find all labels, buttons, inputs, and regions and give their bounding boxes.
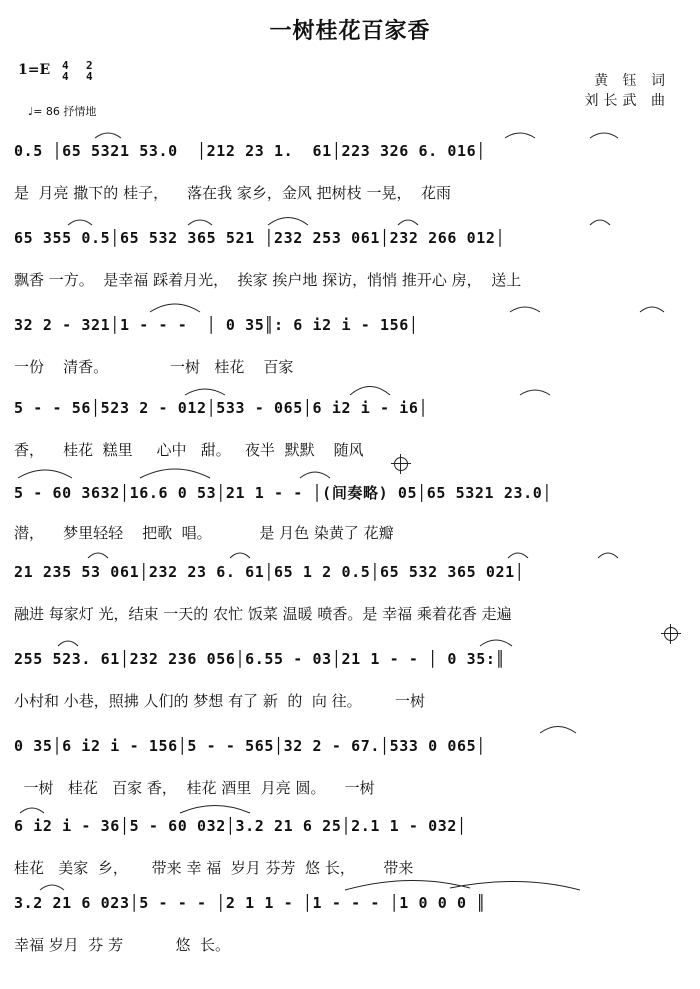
notation-line: 65 355 0.5│65 532 365 521 │232 253 061│232 266 012│ bbox=[14, 229, 506, 247]
slur bbox=[68, 220, 92, 225]
lyrics-line: 是 月亮 撒下的 桂子， 落在我 家乡，金风 把树枝 一晃， 花雨 bbox=[14, 184, 451, 202]
slur bbox=[140, 469, 210, 478]
lyrics-line: 潜， 梦里轻轻 把歌 唱。 是 月色 染黄了 花瓣 bbox=[14, 524, 394, 542]
composer-credit: 刘长武 曲 bbox=[584, 93, 670, 109]
slur bbox=[508, 553, 528, 558]
notation-line: 5 - 60 3632│16.6 0 53│21 1 - - │(间奏略) 05│65 5321 23.0│ bbox=[14, 484, 552, 502]
time-b-numerator: 2 bbox=[86, 59, 93, 72]
slur bbox=[520, 390, 550, 395]
notation-line: 21 235 53 061│232 23 6. 61│65 1 2 0.5│65 532 365 021│ bbox=[14, 563, 525, 581]
slur bbox=[18, 470, 72, 478]
slur bbox=[188, 220, 212, 225]
slur bbox=[300, 472, 330, 478]
lyrics-line: 飘香 一方。 是幸福 踩着月光， 挨家 挨户地 探访，悄悄 推开心 房， 送上 bbox=[14, 271, 522, 289]
slur bbox=[150, 304, 200, 312]
slur bbox=[540, 727, 576, 734]
slur bbox=[640, 307, 664, 312]
notation-line: 0.5 │65 5321 53.0 │212 23 1. 61│223 326 6. 016│ bbox=[14, 142, 486, 160]
time-a-denominator: 4 bbox=[62, 70, 69, 83]
slur bbox=[88, 553, 108, 558]
slur bbox=[480, 640, 512, 646]
lyrics-line: 一树 桂花 百家 香， 桂花 酒里 月亮 圆。 一树 bbox=[14, 779, 375, 797]
notation-line: 6 i2 i - 36│5 - 60 032│3.2 21 6 25│2.1 1 - 032│ bbox=[14, 817, 467, 835]
notation-line: 255 523. 61│232 236 056│6.55 - 03│21 1 - - │ 0 35:║ bbox=[14, 650, 506, 668]
lyrics-line: 小村和 小巷，照拂 人们的 梦想 有了 新 的 向 往。 一树 bbox=[14, 692, 426, 710]
tempo-marking: ♩= 86 抒情地 bbox=[28, 105, 97, 118]
lyrics-line: 幸福 岁月 芬 芳 悠 长。 bbox=[14, 936, 231, 954]
song-title: 一树桂花百家香 bbox=[269, 19, 431, 44]
slur bbox=[350, 387, 390, 396]
slur bbox=[268, 218, 308, 226]
slur bbox=[590, 133, 618, 138]
slur bbox=[510, 307, 540, 312]
key-signature: 1=E bbox=[18, 62, 51, 78]
lyrics-line: 一份 清香。 一树 桂花 百家 bbox=[14, 358, 294, 376]
slur bbox=[230, 553, 250, 558]
notation-line: 5 - - 56│523 2 - 012│533 - 065│6 i2 i - i6│ bbox=[14, 399, 429, 417]
time-a-numerator: 4 bbox=[62, 59, 69, 72]
lyrics-line: 桂花 美家 乡， 带来 幸 福 岁月 芬芳 悠 长， 带来 bbox=[14, 859, 414, 877]
notation-line: 3.2 21 6 023│5 - - - │2 1 1 - │1 - - - │1 0 0 0 ║ bbox=[14, 894, 486, 912]
slur bbox=[40, 885, 64, 890]
notation-line: 32 2 - 321│1 - - - │ 0 35║: 6 i2 i - 156│ bbox=[14, 316, 419, 334]
slur bbox=[345, 880, 470, 890]
slur bbox=[398, 220, 418, 225]
lyrics-line: 融进 每家灯 光，结束 一天的 农忙 饭菜 温暖 喷香。是 幸福 乘着花香 走遍 bbox=[14, 605, 512, 623]
slur bbox=[450, 881, 580, 890]
lyricist-credit: 黄 钰 词 bbox=[594, 73, 670, 89]
time-b-denominator: 4 bbox=[86, 70, 93, 83]
slur bbox=[598, 553, 618, 558]
slur bbox=[20, 808, 44, 813]
slur bbox=[58, 641, 78, 646]
slur bbox=[95, 133, 121, 138]
slur bbox=[590, 220, 610, 225]
lyrics-line: 香， 桂花 糕里 心中 甜。 夜半 默默 随风 bbox=[14, 441, 364, 459]
slur bbox=[505, 133, 535, 138]
slur bbox=[180, 806, 250, 814]
notation-line: 0 35│6 i2 i - 156│5 - - 565│32 2 - 67.│533 0 065│ bbox=[14, 737, 486, 755]
slur bbox=[185, 389, 225, 395]
